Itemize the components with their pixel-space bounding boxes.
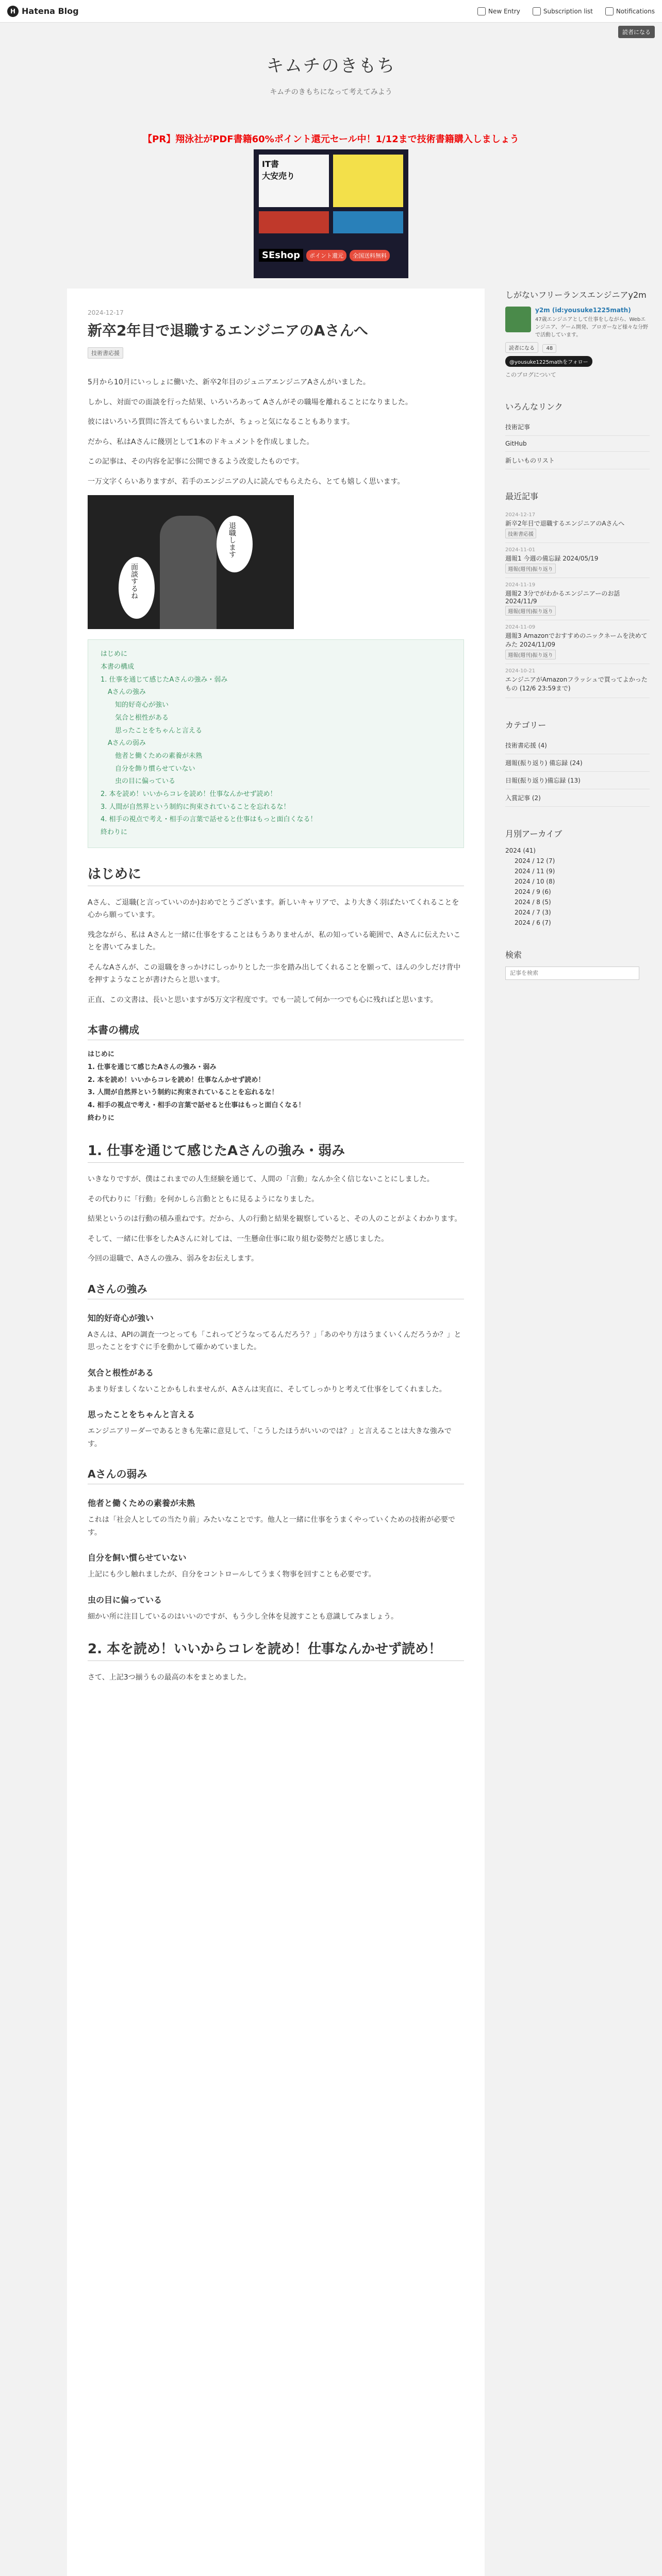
archive-heading: 月別アーカイブ: [505, 828, 562, 839]
structure-item: 3. 人間が自然界という制約に拘束されていることを忘れるな！: [88, 1089, 278, 1097]
heading-sec1: 1. 仕事を通じて感じたAさんの強み・弱み: [88, 1140, 464, 1163]
sec1-paragraph: いきなりですが、僕はこれまでの人生経験を通じて、人間の「言動」なんか全く信じないことにしました。: [88, 1175, 434, 1184]
sidebar-link[interactable]: 新しいものリスト: [505, 452, 650, 469]
structure-list: [88, 1048, 464, 1125]
blog-title[interactable]: キムチのきもち: [266, 56, 396, 76]
new-entry-link[interactable]: [477, 7, 520, 15]
heading-speak: 思ったことをちゃんと言える: [88, 1410, 195, 1420]
structure-item: はじめに: [88, 1050, 115, 1059]
entry-intro: [88, 376, 464, 488]
heading-sec2: 2. 本を読め！いいからコレを読め！仕事なんかせず読め！: [88, 1638, 464, 1661]
sec1-paragraph: その代わりに「行動」を何かしら言動とともに見るようになりました。: [88, 1195, 319, 1204]
toc-item[interactable]: 気合と根性がある: [115, 714, 169, 722]
profile-name[interactable]: y2m (id:yousuke1225math): [535, 307, 631, 314]
heading-intro: はじめに: [88, 863, 464, 886]
archive-box: [505, 827, 650, 928]
recent-tag[interactable]: 週報(週刊)振り返り: [505, 606, 556, 616]
notifications-link[interactable]: [605, 7, 655, 15]
subscription-label: Subscription list: [543, 7, 593, 15]
toc-item[interactable]: Aさんの強み: [108, 688, 146, 697]
tame-body: 上記にも少し触れましたが、自分をコントロールしてうまく物事を回すことも必要です。: [88, 1570, 376, 1579]
intro-body-paragraph: Aさん、ご退職(と言っていいのか)おめでとうございます。新しいキャリアで、より大きく羽ばたいてくれることを心から願っています。: [88, 898, 459, 920]
image-bubble-right: [217, 516, 253, 572]
recent-date: 2024-10-21: [505, 668, 536, 674]
recent-date: 2024-11-01: [505, 547, 536, 553]
heading-structure: 本書の構成: [88, 1022, 464, 1040]
hatena-icon: H: [7, 6, 19, 17]
subscription-link[interactable]: [533, 7, 593, 15]
archive-year[interactable]: 2024 (41): [505, 846, 536, 854]
toc-item[interactable]: 終わりに: [101, 828, 128, 837]
blog-description: キムチのきもちになって考えてみよう: [270, 88, 392, 96]
logo-text: Hatena Blog: [22, 6, 79, 16]
sec1-paragraph: 結果というのは行動の積み重ねです。だから、人の行動と結果を観察していると、その人のことがよくわかります。: [88, 1215, 462, 1224]
category-link[interactable]: 週報(振り返り) 備忘録 (24): [505, 754, 650, 772]
notifications-label: Notifications: [616, 7, 655, 15]
sec2-body: さて、上記3つ揃うもの最高の本をまとめました。: [88, 1673, 251, 1682]
toc-item[interactable]: はじめに: [101, 650, 128, 658]
recent-title[interactable]: 週報3 Amazonでおすすめのニックネームを決めてみた 2024/11/09: [505, 632, 648, 648]
recent-date: 2024-11-09: [505, 624, 536, 630]
recent-entry[interactable]: [505, 578, 650, 620]
profile-box: [505, 289, 650, 380]
intro-body-paragraph: 残念ながら、私は Aさんと一緒に仕事をすることはもうありませんが、私の知っている範囲で、Aさんに伝えたいことを書いてみました。: [88, 930, 461, 952]
banner-book-3: [333, 211, 403, 234]
entry-image: [88, 495, 294, 629]
profile-desc: 47歳エンジニアとして仕事をしながら、Webエンジニア、ゲーム開発、ブロガーなど様々な分野で活動しています。: [535, 317, 648, 338]
intro-paragraph: 一万文字くらいありますが、若手のエンジニアの人に読んでもらえたら、とても嬉しく思います。: [88, 477, 405, 486]
toc-item[interactable]: 4. 相手の視点で考え・相手の言葉で話せると仕事はもっと面白くなる！: [101, 816, 317, 824]
bug-body: 細かい所に注目しているのはいいのですが、もう少し全体を見渡すことも意識してみましょう。: [88, 1612, 398, 1621]
recent-tag[interactable]: 週報(週刊)振り返り: [505, 650, 556, 659]
links-box: [505, 400, 650, 469]
heading-bug: 虫の目に偏っている: [88, 1595, 162, 1605]
hatena-logo[interactable]: [7, 6, 79, 17]
recent-date: 2024-12-17: [505, 512, 536, 518]
recent-box: [505, 490, 650, 698]
category-heading: カテゴリー: [505, 720, 547, 730]
sec1-paragraph: 今回の退職で、Aさんの強み、弱みをお伝えします。: [88, 1255, 259, 1263]
links-heading: いろんなリンク: [505, 401, 563, 412]
toc-item[interactable]: 本書の構成: [101, 663, 135, 671]
avatar[interactable]: [505, 307, 531, 332]
profile-heading: しがないフリーランスエンジニアy2m: [505, 290, 647, 300]
intro-body: [88, 896, 464, 1007]
search-box: [505, 948, 650, 980]
archive-month[interactable]: 2024 / 12 (7): [515, 857, 555, 865]
global-header: [0, 0, 662, 23]
blog-about-link[interactable]: このブログについて: [505, 371, 556, 378]
intro-body-paragraph: 正直、この文書は、長いと思いますが5万文字程度です。でも一読して何か一つでも心に残ればと思います。: [88, 995, 438, 1004]
archive-month[interactable]: 2024 / 11 (9): [515, 867, 555, 875]
bubble-left-text: 面談するね: [130, 563, 138, 600]
heading-weak: Aさんの弱み: [88, 1466, 464, 1484]
image-bubble-left: [119, 557, 155, 619]
recent-date: 2024-11-19: [505, 582, 536, 588]
intro-body-paragraph: そんなAさんが、この退職をきっかけにしっかりとした一歩を踏み出してくれることを願って、ほんの少しだけ背中を押すようなことが書けたらと思います。: [88, 963, 461, 985]
new-entry-label: New Entry: [488, 7, 520, 15]
bell-icon: [605, 7, 614, 15]
recent-entry[interactable]: [505, 508, 650, 543]
recent-entry[interactable]: [505, 543, 650, 578]
guts-body: あまり好ましくないことかもしれませんが、Aさんは実直に、そしてしっかりと考えて仕事をしてくれました。: [88, 1385, 446, 1394]
heading-guts: 気合と根性がある: [88, 1367, 154, 1378]
banner-pill-2: 全国送料無料: [350, 250, 390, 261]
entry-title[interactable]: 新卒2年目で退職するエンジニアのAさんへ: [88, 322, 368, 339]
search-heading: 検索: [505, 950, 522, 960]
banner-book-2: [259, 211, 329, 234]
category-link[interactable]: 入賞記事 (2): [505, 789, 650, 807]
speak-body: エンジニアリーダーであるときも先輩に意見して、「こうしたほうがいいのでは？」と言えることは大きな強みです。: [88, 1427, 452, 1448]
toc-item[interactable]: 1. 仕事を通じて感じたAさんの強み・弱み: [101, 675, 228, 684]
intro-paragraph: 彼にはいろいろ質問に答えてもらいましたが、ちょっと気になることもあります。: [88, 418, 354, 427]
recent-tag[interactable]: 技術書応援: [505, 529, 536, 538]
pr-banner-image[interactable]: [254, 149, 408, 278]
toc-item[interactable]: 知的好奇心が強い: [115, 701, 169, 709]
sidebar: [505, 289, 650, 1001]
archive-month[interactable]: 2024 / 10 (8): [515, 877, 555, 885]
sidebar-link[interactable]: GitHub: [505, 436, 650, 452]
recent-entry[interactable]: [505, 620, 650, 664]
banner-label: IT書 大安売り: [259, 155, 329, 207]
table-of-contents: [88, 639, 464, 848]
recent-tag[interactable]: 週報(週刊)振り返り: [505, 564, 556, 573]
structure-item: 1. 仕事を通じて感じたAさんの強み・弱み: [88, 1063, 217, 1071]
archive-month[interactable]: 2024 / 8 (5): [515, 898, 551, 906]
sec1-paragraph: そして、一緒に仕事をしたAさんに対しては、一生懸命仕事に取り組む姿勢だと感じました。: [88, 1234, 389, 1243]
structure-item: 終わりに: [88, 1114, 115, 1122]
category-link[interactable]: 日報(振り返り)備忘録 (13): [505, 772, 650, 789]
structure-item: 2. 本を読め！いいからコレを読め！仕事なんかせず読め！: [88, 1076, 265, 1084]
intro-paragraph: この記事は、その内容を記事に公開できるよう改変したものです。: [88, 457, 304, 466]
toc-item[interactable]: 3. 人間が自然界という制約に拘束されていることを忘れるな！: [101, 803, 290, 811]
pencil-icon: [477, 7, 486, 15]
heading-curious: 知的好奇心が強い: [88, 1313, 154, 1323]
toc-item[interactable]: 2. 本を読め！いいからコレを読め！仕事なんかせず読め！: [101, 790, 277, 798]
pr-banner-text[interactable]: 【PR】翔泳社がPDF書籍60%ポイント還元セール中！1/12まで技術書籍購入しましょう: [143, 134, 519, 145]
archive-month[interactable]: 2024 / 7 (3): [515, 908, 551, 916]
toc-item[interactable]: Aさんの弱み: [108, 739, 146, 748]
heading-tame: 自分を飼い慣らせていない: [88, 1553, 187, 1563]
heading-other: 他者と働くための素養が未熟: [88, 1498, 195, 1509]
toc-item[interactable]: 虫の目に偏っている: [115, 777, 176, 786]
sec1-body: [88, 1173, 464, 1265]
toc-item[interactable]: 他者と働くための素養が未熟: [115, 752, 203, 760]
list-icon: [533, 7, 541, 15]
recent-title[interactable]: 新卒2年目で退職するエンジニアのAさんへ: [505, 519, 625, 527]
recent-title[interactable]: エンジニアがAmazonフラッシュで買ってよかったもの (12/6 23:59まで): [505, 675, 648, 692]
intro-paragraph: しかし、対面での面談を行った結果、いろいろあって Aさんがその職場を離れることになりました。: [88, 398, 412, 406]
recent-heading: 最近記事: [505, 491, 539, 501]
banner-brand: SEshop: [259, 249, 303, 262]
x-follow-button[interactable]: @yousuke1225mathをフォロー: [505, 356, 592, 367]
other-body: これは「社会人としての当たり前」みたいなことです。他人と一緒に仕事をうまくやっていくための技術が必要です。: [88, 1516, 455, 1537]
recent-entry[interactable]: [505, 664, 650, 698]
entry-date[interactable]: 2024-12-17: [88, 309, 124, 316]
recent-title[interactable]: 週報1 今週の備忘録 2024/05/19: [505, 554, 599, 562]
structure-item: 4. 相手の視点で考え・相手の言葉で話せると仕事はもっと面白くなる！: [88, 1101, 305, 1109]
intro-paragraph: だから、私はAさんに餞別として1本のドキュメントを作成しました。: [88, 437, 314, 446]
recent-title[interactable]: 週報2 3分でがわかるエンジニアーのお話 2024/11/9: [505, 589, 620, 605]
image-figure: [160, 516, 217, 629]
entry-article: [67, 289, 485, 2576]
search-input[interactable]: [505, 967, 639, 980]
toc-item[interactable]: 思ったことをちゃんと言える: [115, 726, 203, 735]
banner-book-1: [333, 155, 403, 207]
category-link[interactable]: 技術書応援 (4): [505, 737, 650, 754]
archive-month[interactable]: 2024 / 9 (6): [515, 888, 551, 895]
reader-count: 48: [542, 344, 556, 353]
archive-month[interactable]: 2024 / 6 (7): [515, 919, 551, 926]
bubble-right-text: 退職します: [228, 522, 236, 558]
toc-item[interactable]: 自分を飾り慣らせていない: [115, 765, 195, 773]
category-box: [505, 719, 650, 807]
curious-body: Aさんは、APIの調査一つとっても「これってどうなってるんだろう？」「あのやり方はうまくいくんだろうか？」と思ったことをすぐに手を動かして確かめていました。: [88, 1330, 461, 1352]
subscribe-button[interactable]: 読者になる: [618, 26, 655, 38]
entry-category[interactable]: 技術書応援: [88, 347, 123, 359]
banner-pill-1: ポイント還元: [306, 250, 346, 261]
reader-button[interactable]: 読者になる: [505, 342, 538, 353]
banner-footer: [259, 238, 403, 273]
sidebar-link[interactable]: 技術記事: [505, 418, 650, 436]
heading-strength: Aさんの強み: [88, 1281, 464, 1299]
intro-paragraph: 5月から10月にいっしょに働いた、新卒2年目のジュニアエンジニアAさんがいました。: [88, 378, 370, 387]
